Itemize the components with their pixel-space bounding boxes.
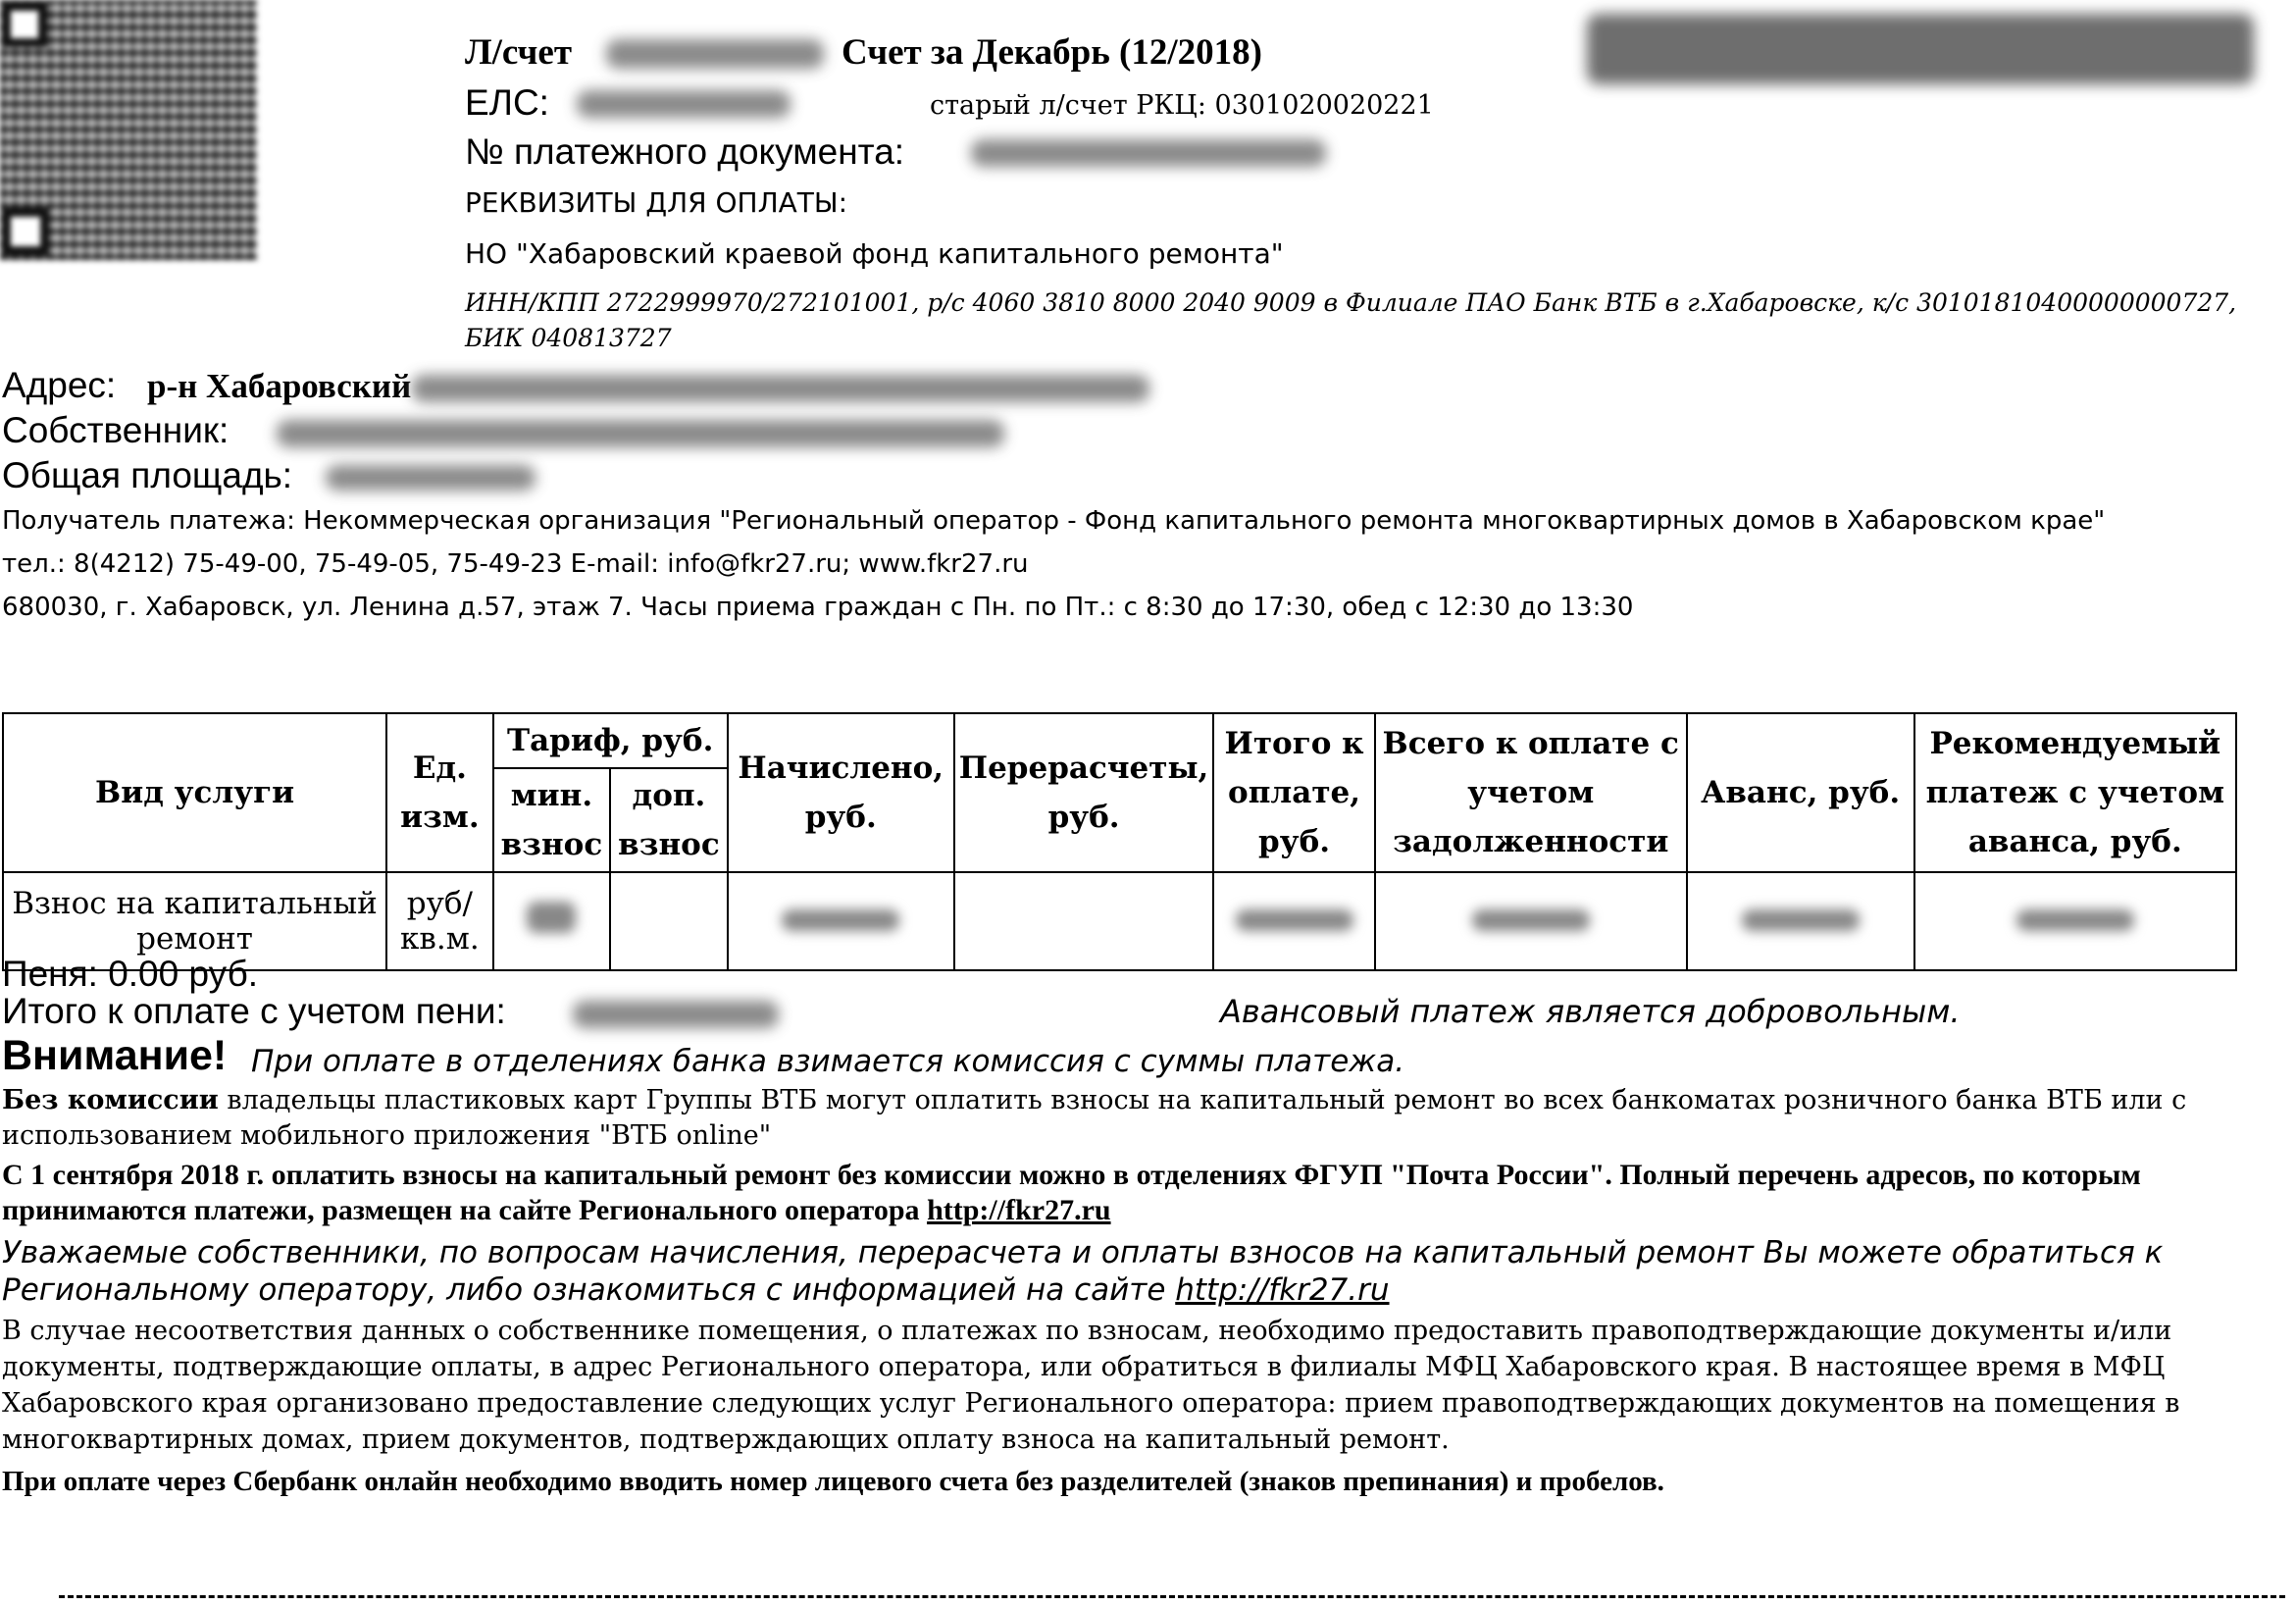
- header-service: Вид услуги: [3, 713, 386, 872]
- table-row: [3, 872, 2236, 970]
- address-value: р-н Хабаровский: [147, 367, 412, 405]
- qr-finder-top-left: [2, 2, 47, 47]
- services-table: [2, 712, 2237, 971]
- header-tariff-min: мин. взнос: [493, 768, 611, 872]
- header-recalc: Перерасчеты, руб.: [954, 713, 1214, 872]
- row-unit: руб/ кв.м.: [386, 872, 493, 970]
- row-advance: [1687, 872, 1914, 970]
- row-tariff-add: [610, 872, 728, 970]
- advance-redacted: [1742, 909, 1860, 931]
- no-commission-text: владельцы пластиковых карт Группы ВТБ могут оплатить взносы на капитальный ремонт во всех банкоматах розничного банка ВТБ или с использованием мобильного приложения "ВТБ online": [2, 1085, 2187, 1151]
- header-charged: Начислено, руб.: [728, 713, 954, 872]
- header-total: Итого к оплате, руб.: [1213, 713, 1374, 872]
- account-number-redacted: [606, 39, 824, 69]
- row-recommended: [1914, 872, 2236, 970]
- row-total-debt: [1375, 872, 1687, 970]
- recommended-redacted: [2016, 909, 2134, 931]
- commission-note: При оплате в отделениях банка взимается комиссия с суммы платежа.: [251, 1044, 1405, 1079]
- header-total-debt: Всего к оплате с учетом задолженности: [1375, 713, 1687, 872]
- recipient-line1: Получатель платежа: Некоммерческая организация "Региональный оператор - Фонд капитального ремонта многоквартирных домов в Хабаровском крае": [2, 506, 2106, 536]
- header-tariff-add: доп. взнос: [610, 768, 728, 872]
- address-label: Адрес:: [2, 365, 117, 405]
- old-account: старый л/счет РКЦ: 0301020020221: [930, 90, 1434, 121]
- address-redacted: [412, 375, 1149, 402]
- header-advance: Аванс, руб.: [1687, 713, 1914, 872]
- recipient-address: 680030, г. Хабаровск, ул. Ленина д.57, этаж 7. Часы приема граждан с Пн. по Пт.: с 8:30 до 17:30, обед с 12:30 до 13:30: [2, 593, 1634, 622]
- header-recommended: Рекомендуемый платеж с учетом аванса, руб.: [1914, 713, 2236, 872]
- row-charged: [728, 872, 954, 970]
- total-debt-redacted: [1472, 909, 1590, 931]
- cut-line: [59, 1595, 2285, 1598]
- header-tariff: Тариф, руб.: [493, 713, 728, 768]
- post-office-text: С 1 сентября 2018 г. оплатить взносы на капитальный ремонт без комиссии можно в отделениях ФГУП "Почта России". Полный перечень адресов, по которым принимаются платежи, размещен на сайте Регионального оператора: [2, 1159, 2141, 1226]
- post-office-paragraph: [2, 1158, 2287, 1228]
- account-label: Л/счет: [465, 32, 572, 73]
- sberbank-note: При оплате через Сбербанк онлайн необходимо вводить номер лицевого счета без разделителей (знаков препинания) и пробелов.: [2, 1466, 1664, 1497]
- bank-details-line1: ИНН/КПП 2722999970/272101001, р/с 4060 3810 8000 2040 9009 в Филиале ПАО Банк ВТБ в г.Хабаровске, к/с 30101810400000000727,: [465, 288, 2237, 317]
- owners-link[interactable]: http://fkr27.ru: [1175, 1272, 1390, 1308]
- post-office-link[interactable]: http://fkr27.ru: [927, 1194, 1111, 1226]
- requisites-title: РЕКВИЗИТЫ ДЛЯ ОПЛАТЫ:: [465, 186, 848, 219]
- total-with-penalty-label: Итого к оплате с учетом пени:: [2, 991, 506, 1031]
- penalty: Пеня: 0.00 руб.: [2, 954, 259, 994]
- owners-text: Уважаемые собственники, по вопросам начисления, перерасчета и оплаты взносов на капитальный ремонт Вы можете обратиться к Региональному оператору, либо ознакомиться с информацией на сайте: [2, 1235, 2164, 1308]
- advance-note: Авансовый платеж является добровольным.: [1220, 993, 1961, 1030]
- barcode-redacted: [1587, 14, 2254, 84]
- mismatch-paragraph: В случае несоответствия данных о собственнике помещения, о платежах по взносам, необходимо предоставить правоподтверждающие документы и/или документы, подтверждающие оплаты, в адрес Регионального оператора, или обратиться в филиалы МФЦ Хабаровского края. В настоящее время в МФЦ Хабаровского края организовано предоставление следующих услуг Регионального оператора: прием правоподтверждающих документов на помещения в многоквартирных домах, прием документов, подтверждающих оплату взноса на капитальный ремонт.: [2, 1316, 2180, 1455]
- row-total: [1213, 872, 1374, 970]
- total-redacted: [1236, 909, 1353, 931]
- row-tariff-min: [493, 872, 611, 970]
- recipient-contacts: тел.: 8(4212) 75-49-00, 75-49-05, 75-49-23 E-mail: info@fkr27.ru; www.fkr27.ru: [2, 549, 1029, 579]
- row-recalc: [954, 872, 1214, 970]
- owners-paragraph: [2, 1234, 2287, 1309]
- qr-finder-bottom-left: [2, 208, 49, 255]
- owner-label: Собственник:: [2, 410, 230, 450]
- bill-title: Счет за Декабрь (12/2018): [842, 32, 1262, 73]
- charged-redacted: [782, 909, 899, 931]
- row-service: Взнос на капитальный ремонт: [3, 872, 386, 970]
- total-with-penalty-redacted: [573, 1001, 779, 1028]
- attention-title: Внимание!: [2, 1032, 228, 1079]
- org-name: НО "Хабаровский краевой фонд капитального ремонта": [465, 237, 1284, 270]
- qr-code: [0, 0, 257, 260]
- payment-doc-label: № платежного документа:: [465, 131, 905, 172]
- owner-redacted: [277, 420, 1004, 447]
- els-redacted: [577, 90, 791, 118]
- no-commission-bold: Без комиссии: [2, 1085, 219, 1115]
- area-redacted: [326, 465, 536, 491]
- no-commission-paragraph: [2, 1083, 2287, 1154]
- tariff-min-redacted: [527, 902, 576, 933]
- header-unit: Ед. изм.: [386, 713, 493, 872]
- area-label: Общая площадь:: [2, 455, 293, 495]
- payment-doc-redacted: [971, 139, 1326, 167]
- els-label: ЕЛС:: [465, 82, 549, 123]
- bank-details-line2: БИК 040813727: [465, 324, 672, 352]
